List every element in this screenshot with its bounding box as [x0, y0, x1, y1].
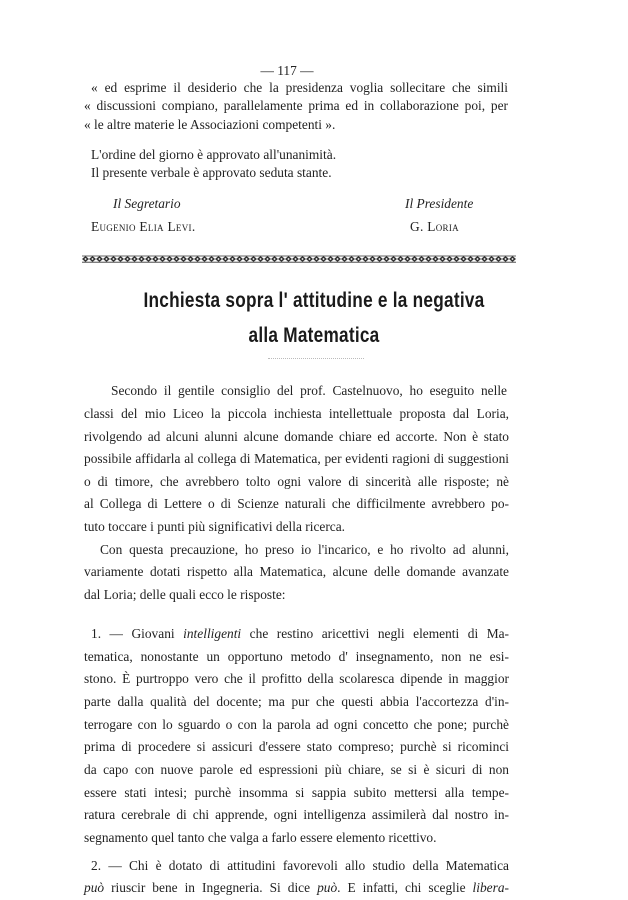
quote-line: « ed esprime il desiderio che la presidenza voglia sollecitare che simili [91, 80, 508, 95]
paragraph-line: al Collega di Lettere o di Scienze naturali che difficilmente avrebbero po- [84, 496, 509, 511]
paragraph-line: classi del mio Liceo la piccola inchiesta intellettuale proposta dal Loria, [84, 406, 509, 421]
paragraph-line: possibile affidarla al collega di Matematica, per evidenti ragioni di suggestioni [84, 451, 509, 466]
answer-2-line: può riuscir bene in Ingegneria. Si dice può. E infatti, chi sceglie libera- [84, 880, 509, 895]
paragraph-line: o di timore, che avrebbero tolto ogni valore di sincerità alle risposte; nè [84, 474, 509, 489]
paragraph-line: Con questa precauzione, ho preso io l'incarico, e ho rivolto ad alunni, [100, 542, 509, 557]
paragraph-line: variamente dotati rispetto alla Matematica, alcune delle domande avanzate [84, 564, 509, 579]
verbale-line: Il presente verbale è approvato seduta stante. [91, 165, 332, 180]
answer-1-line: da capo con nuove parole ed espressioni più chiare, se si è sicuri di non [84, 762, 509, 777]
secretary-name: Eugenio Elia Levi. [91, 219, 196, 234]
answer-1-line: ratura cerebrale di chi apprende, ogni intelligenza assimilerà dal nostro in- [84, 807, 509, 822]
paragraph-line: Secondo il gentile consiglio del prof. Castelnuovo, ho eseguito nelle [111, 383, 507, 398]
answer-2-line: 2. — Chi è dotato di attitudini favorevoli allo studio della Matematica [91, 858, 509, 873]
article-title-line1: Inchiesta sopra l' attitudine e la negativa [143, 289, 485, 312]
quote-line: « le altre materie le Associazioni competenti ». [84, 117, 336, 132]
answer-1-line: 1. — Giovani intelligenti che restino aricettivi negli elementi di Ma- [91, 626, 509, 641]
answer-1-line: terrogare con lo sguardo o con la parola ad ogni concetto che pone; purchè [84, 717, 509, 732]
paragraph-line: rivolgendo ad alcuni alunni alcune domande chiare ed accorte. Non è stato [84, 429, 509, 444]
quote-line: « discussioni compiano, parallelamente prima ed in collaborazione poi, per [84, 98, 508, 113]
secretary-role: Il Segretario [113, 196, 181, 211]
answer-1-line: stono. È purtroppo vero che il profitto della scolaresca dipende in maggior [84, 671, 509, 686]
title-dotted-rule [268, 358, 364, 361]
page-number: — 117 — [260, 63, 314, 78]
paragraph-line: tuto toccare i punti più significativi della ricerca. [84, 519, 346, 534]
answer-1-line: parte dalla qualità del docente; ma pur che questi abbia l'accortezza d'in- [84, 694, 509, 709]
answer-1-line: essere stati intesi; purchè insomma si sappia subito mettersi alla tempe- [84, 785, 509, 800]
answer-1-line: prima di procedere si assicuri d'essere stato compreso; purchè si ricominci [84, 739, 509, 754]
approval-line: L'ordine del giorno è approvato all'unanimità. [91, 147, 337, 162]
president-name: G. Loria [410, 219, 459, 234]
article-title-line2: alla Matematica [248, 324, 380, 347]
ornamental-divider [82, 255, 516, 263]
paragraph-line: dal Loria; delle quali ecco le risposte: [84, 587, 286, 602]
president-role: Il Presidente [405, 196, 474, 211]
answer-1-line: tematica, nonostante un opportuno metodo d' insegnamento, non ne esi- [84, 649, 509, 664]
answer-1-line: segnamento quel tanto che valga a farlo essere elemento ricettivo. [84, 830, 437, 845]
